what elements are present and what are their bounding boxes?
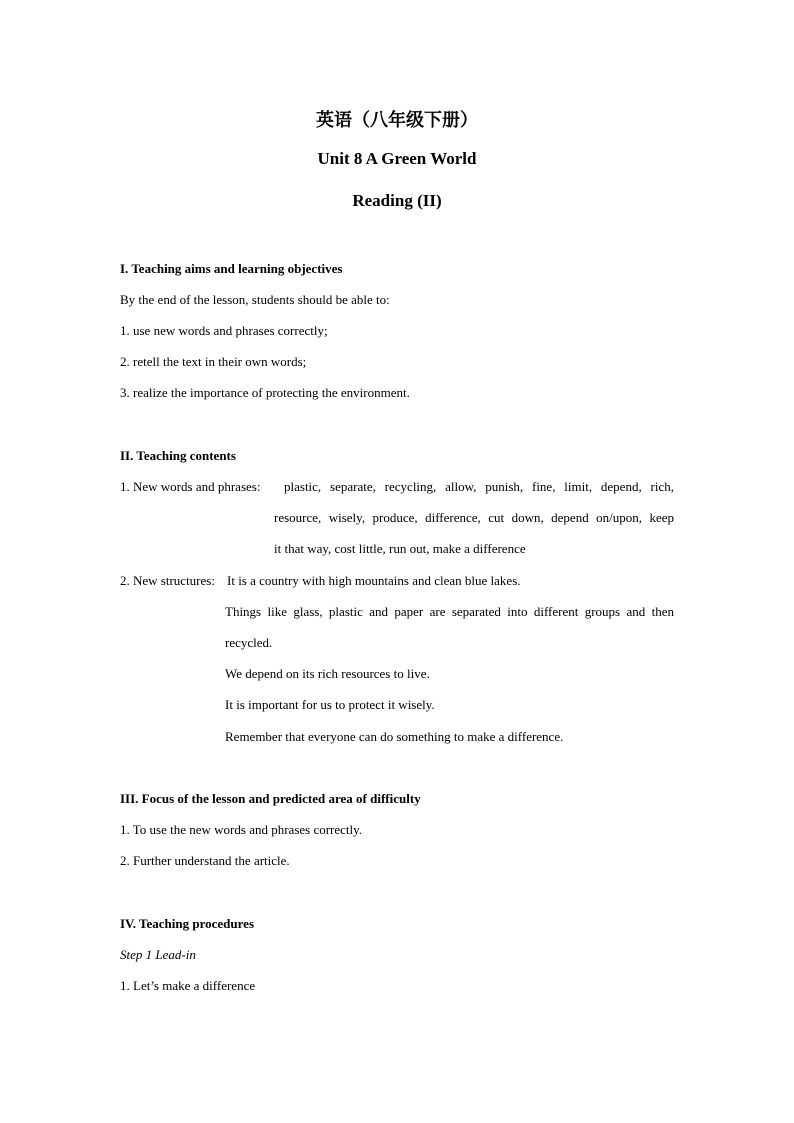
section-heading-aims: I. Teaching aims and learning objectives [120,261,343,276]
aims-intro: By the end of the lesson, students should be able to: [120,292,390,307]
aims-item: 2. retell the text in their own words; [120,354,307,369]
words-line: it that way, cost little, run out, make a difference [274,541,526,556]
section-heading-contents: II. Teaching contents [120,448,236,463]
words-label: 1. New words and phrases: [120,479,261,494]
words-line: resource, wisely, produce, difference, cut down, depend on/upon, keep [274,510,674,525]
focus-item: 2. Further understand the article. [120,853,290,868]
words-line: plastic, separate, recycling, allow, punish, fine, limit, depend, rich, [284,479,674,494]
document-title-cn: 英语（八年级下册） [316,110,478,131]
section-heading-focus: III. Focus of the lesson and predicted area of difficulty [120,791,421,806]
focus-item: 1. To use the new words and phrases correctly. [120,822,363,837]
procedure-item: 1. Let’s make a difference [120,978,256,993]
structure-line: It is a country with high mountains and clean blue lakes. [227,573,521,588]
lesson-title: Reading (II) [352,191,442,210]
structure-line: We depend on its rich resources to live. [225,666,430,681]
aims-item: 1. use new words and phrases correctly; [120,323,328,338]
structure-line: It is important for us to protect it wisely. [225,697,435,712]
section-heading-procedures: IV. Teaching procedures [120,916,255,931]
aims-item: 3. realize the importance of protecting the environment. [120,385,410,400]
unit-title: Unit 8 A Green World [317,149,477,168]
structures-label: 2. New structures: [120,573,215,588]
structure-line: Things like glass, plastic and paper are separated into different groups and then [225,604,674,619]
structure-line: Remember that everyone can do something to make a difference. [225,729,564,744]
step-heading: Step 1 Lead-in [120,947,196,962]
structure-line: recycled. [225,635,273,650]
